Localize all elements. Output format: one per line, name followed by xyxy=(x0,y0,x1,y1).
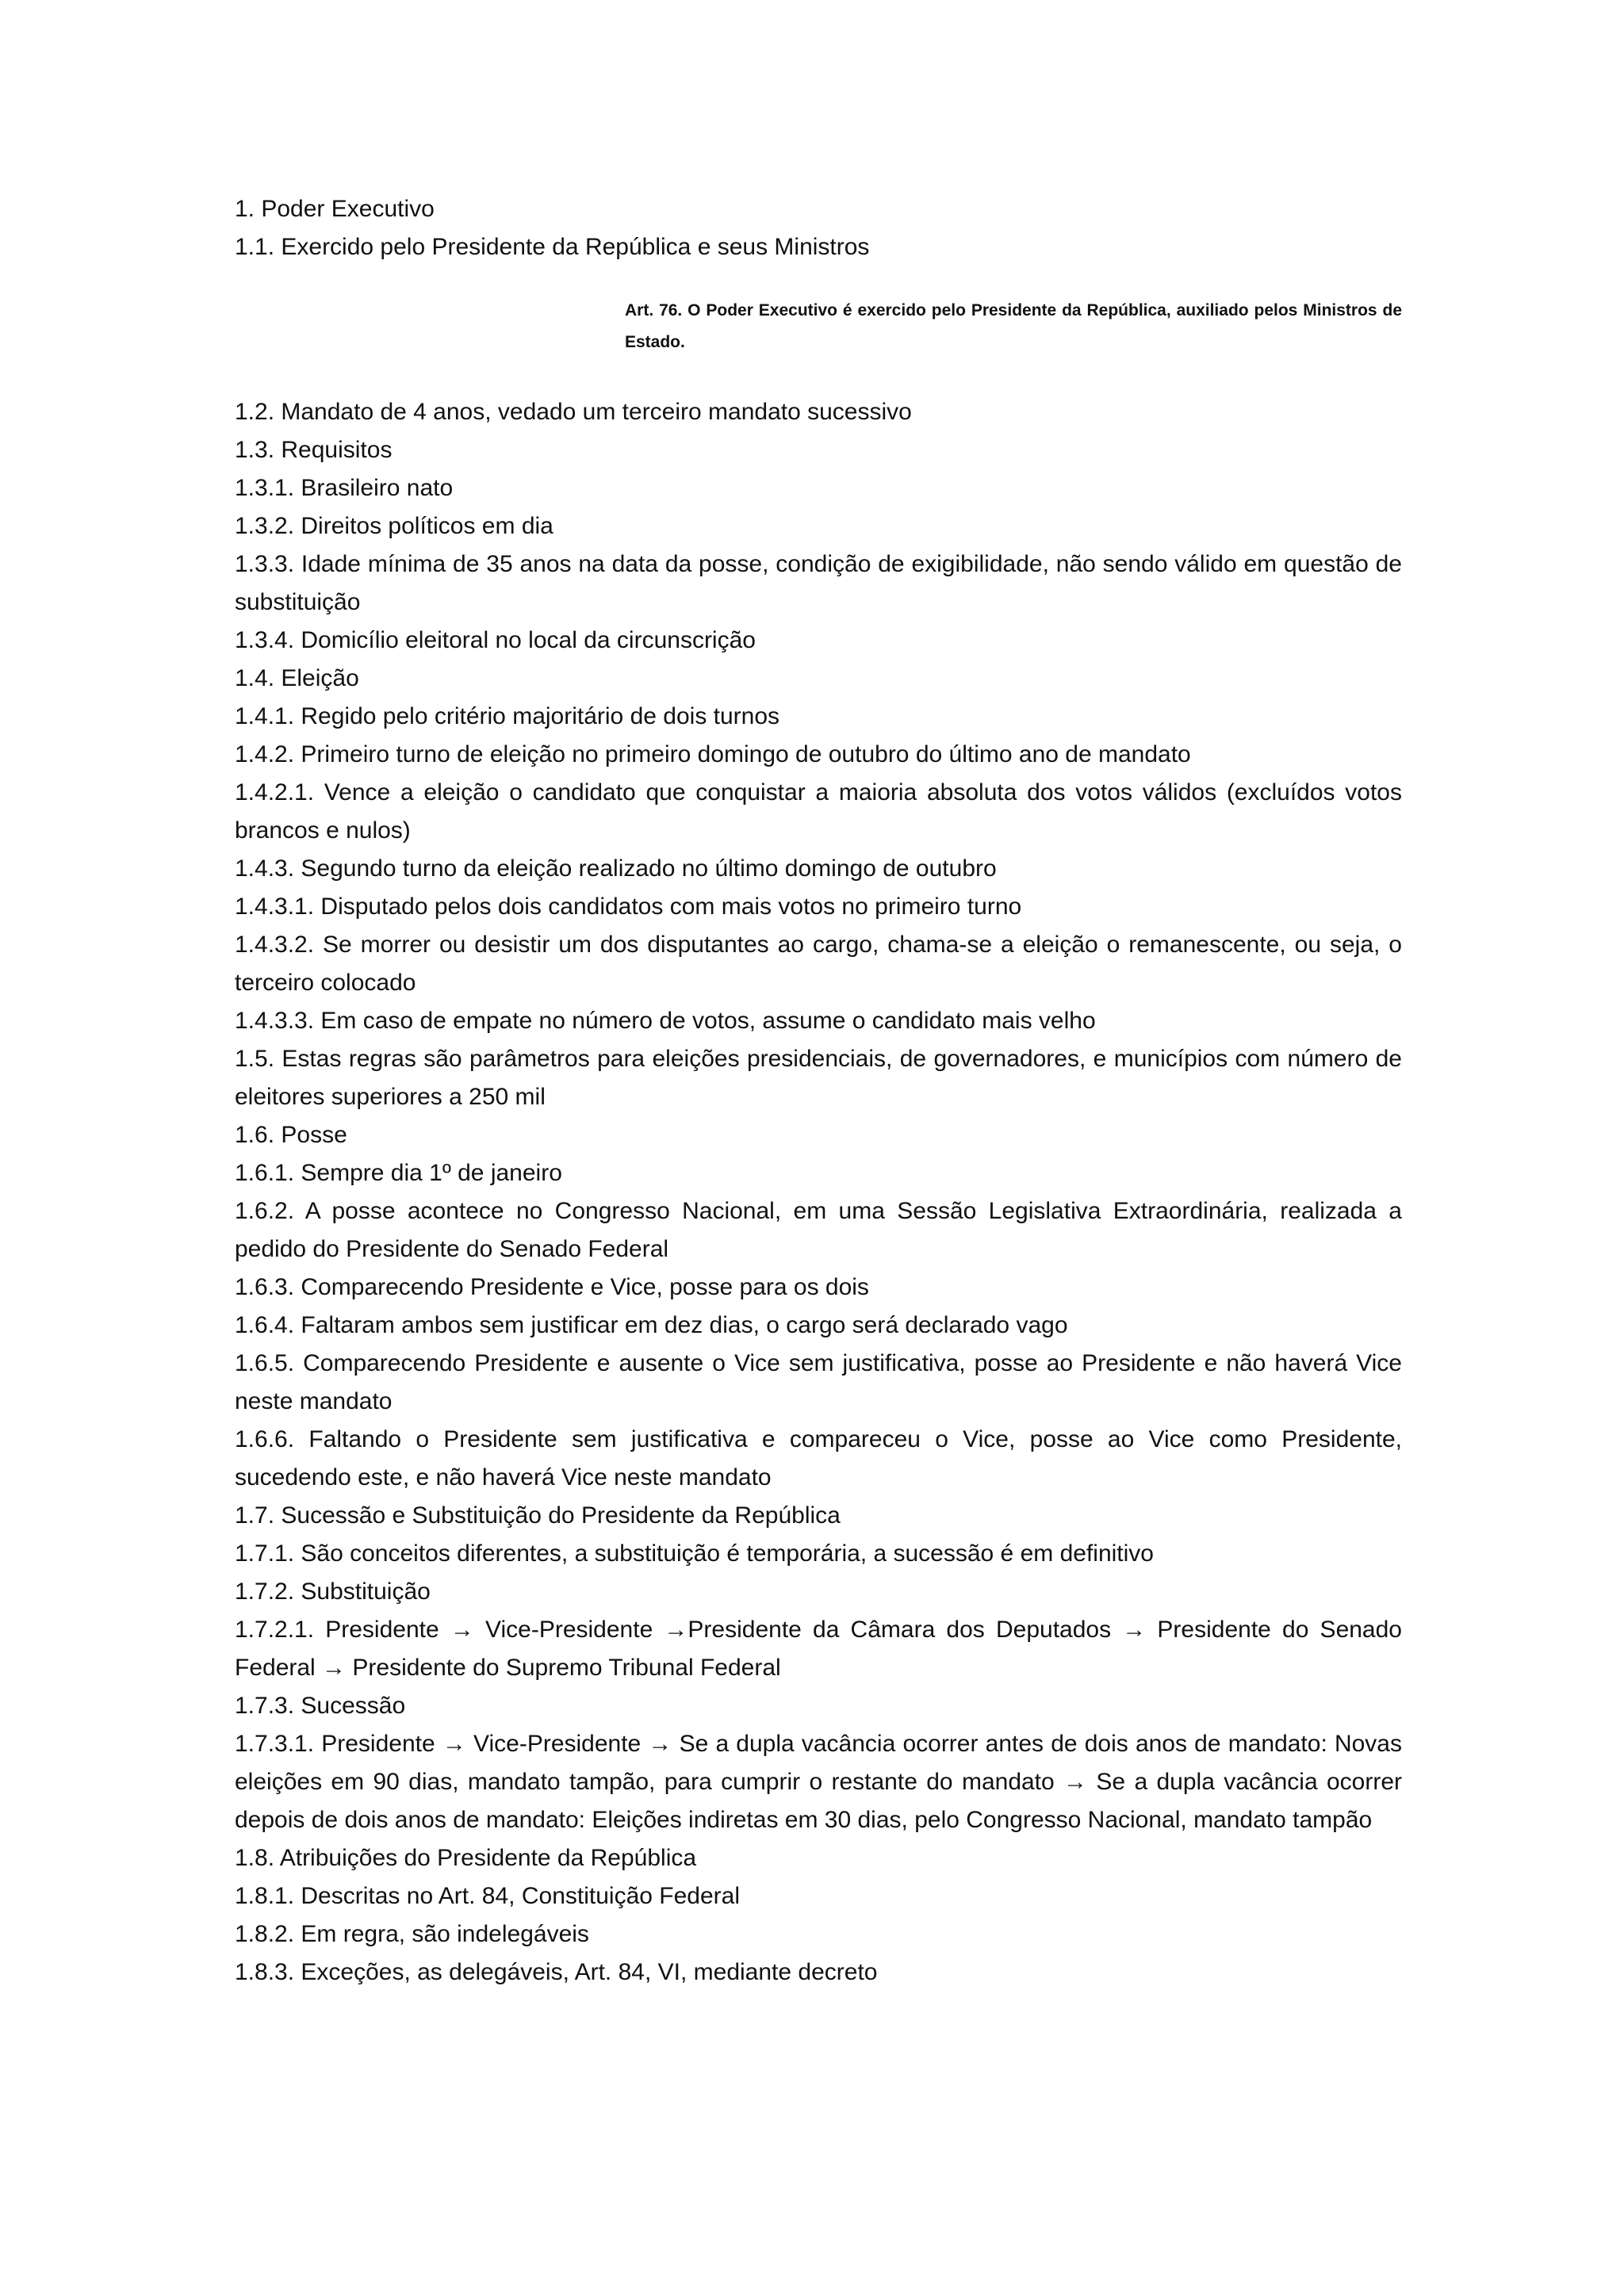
outline-line: 1.4.3.1. Disputado pelos dois candidatos com mais votos no primeiro turno xyxy=(235,894,1022,920)
outline-line: 1.6.2. A posse acontece no Congresso Nacional, em uma Sessão Legislativa Extraordinária, realizada a pedido do Presidente do Senado Federal xyxy=(235,1198,1402,1262)
outline-line: 1.4.2.1. Vence a eleição o candidato que conquistar a maioria absoluta dos votos válidos (excluídos votos brancos e nulos) xyxy=(235,779,1402,844)
outline-line: 1.6.3. Comparecendo Presidente e Vice, posse para os dois xyxy=(235,1274,869,1300)
outline-line: 1.7. Sucessão e Substituição do Presidente da República xyxy=(235,1502,841,1529)
outline-line: 1.3.1. Brasileiro nato xyxy=(235,475,454,501)
outline-line: 1.8.1. Descritas no Art. 84, Constituição Federal xyxy=(235,1883,740,1909)
outline-line: 1.2. Mandato de 4 anos, vedado um terceiro mandato sucessivo xyxy=(235,399,912,425)
outline-line: 1.3.2. Direitos políticos em dia xyxy=(235,513,553,539)
outline-line: 1.4.2. Primeiro turno de eleição no primeiro domingo de outubro do último ano de mandato xyxy=(235,741,1191,767)
outline-line: 1.4. Eleição xyxy=(235,665,359,691)
outline-line: 1.6.4. Faltaram ambos sem justificar em dez dias, o cargo será declarado vago xyxy=(235,1312,1068,1338)
outline-line: 1.6.6. Faltando o Presidente sem justificativa e compareceu o Vice, posse ao Vice como Presidente, sucedendo este, e não haverá Vice neste mandato xyxy=(235,1426,1402,1490)
outline-line: 1.6. Posse xyxy=(235,1122,347,1148)
outline-line: 1.8.2. Em regra, são indelegáveis xyxy=(235,1921,589,1947)
outline-line: 1.6.1. Sempre dia 1º de janeiro xyxy=(235,1160,562,1186)
outline-line: 1.5. Estas regras são parâmetros para eleições presidenciais, de governadores, e municípios com número de eleitores superiores a 250 mil xyxy=(235,1046,1402,1110)
outline-line: 1.7.3.1. Presidente → Vice-Presidente → Se a dupla vacância ocorrer antes de dois anos de mandato: Novas eleições em 90 dias, mandato tampão, para cumprir o restante do mandato → Se a dupla vacância ocorrer depois de dois anos de mandato: Eleições indiretas em 30 dias, pelo Congresso Nacional, mandato tampão xyxy=(235,1731,1402,1833)
outline-line: 1.4.3.3. Em caso de empate no número de votos, assume o candidato mais velho xyxy=(235,1008,1096,1034)
heading-line: 1. Poder Executivo xyxy=(235,196,435,222)
outline-line: 1.3.3. Idade mínima de 35 anos na data da posse, condição de exigibilidade, não sendo válido em questão de substituição xyxy=(235,551,1402,615)
legal-quote: Art. 76. O Poder Executivo é exercido pelo Presidente da República, auxiliado pelos Ministros de Estado. xyxy=(625,301,1402,351)
outline-line: 1.6.5. Comparecendo Presidente e ausente o Vice sem justificativa, posse ao Presidente e não haverá Vice neste mandato xyxy=(235,1350,1402,1414)
outline-line: 1.8. Atribuições do Presidente da República xyxy=(235,1845,697,1871)
outline-line: 1.7.3. Sucessão xyxy=(235,1693,406,1719)
outline-line: 1.4.1. Regido pelo critério majoritário de dois turnos xyxy=(235,703,780,729)
outline-line: 1.4.3. Segundo turno da eleição realizado no último domingo de outubro xyxy=(235,855,997,882)
outline-line: 1.8.3. Exceções, as delegáveis, Art. 84, VI, mediante decreto xyxy=(235,1959,878,1985)
outline-line: 1.3. Requisitos xyxy=(235,437,393,463)
heading-line: 1.1. Exercido pelo Presidente da República e seus Ministros xyxy=(235,234,870,260)
outline-line: 1.7.1. São conceitos diferentes, a substituição é temporária, a sucessão é em definitivo xyxy=(235,1540,1154,1567)
outline-line: 1.7.2. Substituição xyxy=(235,1578,431,1605)
outline-line: 1.4.3.2. Se morrer ou desistir um dos disputantes ao cargo, chama-se a eleição o remanescente, ou seja, o terceiro colocado xyxy=(235,932,1402,996)
outline-line: 1.7.2.1. Presidente → Vice-Presidente →Presidente da Câmara dos Deputados → Presidente do Senado Federal → Presidente do Supremo Tribunal Federal xyxy=(235,1617,1402,1681)
document-body xyxy=(235,190,1402,1992)
outline-line: 1.3.4. Domicílio eleitoral no local da circunscrição xyxy=(235,627,756,653)
